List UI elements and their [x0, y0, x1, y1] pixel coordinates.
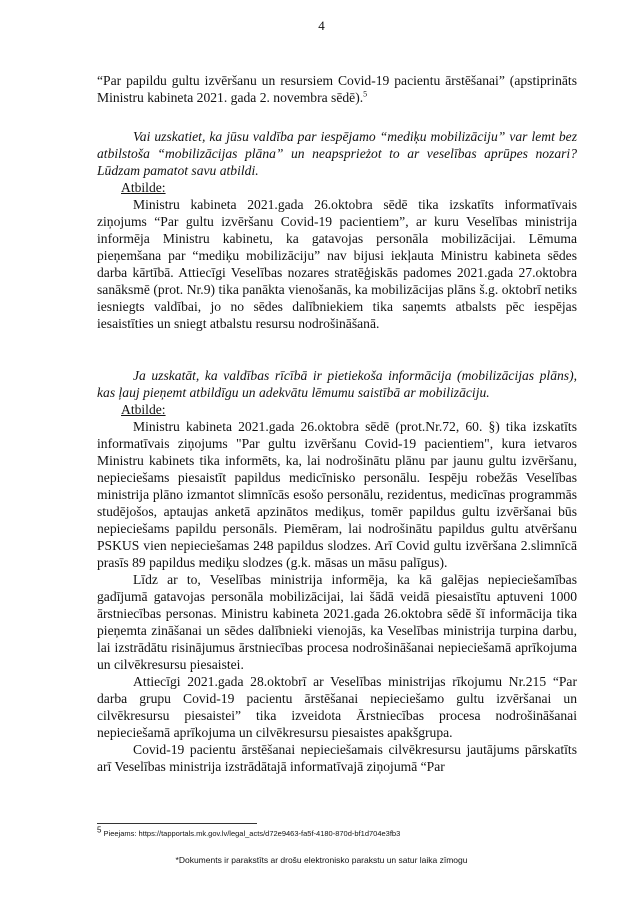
answer-2-paragraph: Līdz ar to, Veselības ministrija informēja, ka kā galējas nepieciešamības gadījumā gatavojas personāla mobilizācijai, lai šādā veidā piesaistītu aptuveni 1000 ārstniecības personas. Ministru kabineta 2021.gada 26.oktobra sēdē šī informācija tika pieņemta zināšanai un sēdes dalībnieki vienojās, ka Veselības ministrija turpina darbu, lai izstrādātu risinājumus ārstniecības procesa nodrošināšanai nepieciešamā aprīkojuma un cilvēkresursu piesaistei.: [97, 572, 577, 672]
answer-2-paragraph: Covid-19 pacientu ārstēšanai nepieciešamais cilvēkresursu jautājums pārskatīts arī Veselības ministrija izstrādātajā informatīvajā ziņojumā “Par: [97, 742, 577, 774]
footnote: [97, 825, 577, 839]
signature-notice: *Dokuments ir parakstīts ar drošu elektronisko parakstu un satur laika zīmogu: [175, 855, 468, 865]
footnote-mark: 5: [97, 825, 102, 835]
page-number: 4: [318, 18, 325, 33]
section-1: [97, 128, 577, 332]
answer-1: Ministru kabineta 2021.gada 26.oktobra sēdē tika izskatīts informatīvais ziņojums “Par gultu izvēršanu Covid-19 pacientiem”, ar kuru Veselības ministrija informēja Ministru kabinetu, ka gatavojas personāla mobilizācijai. Lēmuma pieņemšana par “mediķu mobilizāciju” nav bijusi iekļauta Ministru kabineta sēdes darba kārtībā. Attiecīgi Veselības nozares stratēģiskās padomes 2021.gada 27.oktobra sanāksmē (prot. Nr.9) tika panākta vienošanās, ka mobilizācijas plāns š.g. oktobrī netiks iesniegts valdībai, jo no sēdes dalībniekiem tika saņemts atbalsts pēc iespējas iesaistīties un sniegt atbalstu resursu nodrošināšanā.: [97, 197, 577, 331]
answer-2-paragraph: Attiecīgi 2021.gada 28.oktobrī ar Veselības ministrijas rīkojumu Nr.215 “Par darba grupu Covid-19 pacientu ārstēšanai nepieciešamo gultu izvēršanai un cilvēkresursu piesaistei” tika izveidota Ārstniecības procesa nodrošināšanai nepieciešamā aprīkojuma un cilvēkresursu piesaistes apakšgrupa.: [97, 674, 577, 740]
intro-text-body: “Par papildu gultu izvēršanu un resursiem Covid-19 pacientu ārstēšanai” (apstiprināts Ministru kabineta 2021. gada 2. novembra sēdē).: [97, 73, 577, 105]
intro-paragraph: [97, 72, 577, 106]
answer-2-paragraph: Ministru kabineta 2021.gada 26.oktobra sēdē (prot.Nr.72, 60. §) tika izskatīts informatīvais ziņojums "Par gultu izvēršanu Covid-19 pacientiem", kura ietvaros Ministru kabinets tika informēts, ka, lai nodrošinātu plānu par jaunu gultu izvēršanu, nepieciešams piesaistīt papildus medicīnisko personālu. Iespēju robežās Veselības ministrija plāno izmantot slimnīcās esošo personālu, rezidentus, medicīnas programmās studējošos, aptaujas anketā apzinātos mediķus, tomēr papildus gultu izvēršanai būs nepieciešams papildu personāls. Piemēram, lai nodrošinātu papildus gultu atvēršanu PSKUS vien nepieciešamas 248 papildus slodzes. Arī Covid gultu izvēršana 2.slimnīcā prasīs 89 papildus mediķu slodzes (g.k. māsas un māsu palīgus).: [97, 419, 577, 570]
answer-label-1: Atbilde:: [121, 180, 166, 195]
footnote-reference: 5: [363, 89, 368, 99]
intro-text: [97, 72, 577, 106]
section-2: [97, 367, 577, 775]
answer-label-2: Atbilde:: [121, 402, 166, 417]
question-2: Ja uzskatāt, ka valdības rīcībā ir pietiekoša informācija (mobilizācijas plāns), kas ļauj pieņemt atbildīgu un adekvātu lēmumu saistībā ar mobilizāciju.: [97, 368, 577, 400]
footnote-text: Pieejams: https://tapportals.mk.gov.lv/legal_acts/d72e9463-fa5f-4180-870d-bf1d704e3fb3: [103, 829, 401, 838]
question-1: Vai uzskatiet, ka jūsu valdība par iespējamo “mediķu mobilizāciju” var lemt bez atbilstoša “mobilizācijas plāna” un neapsprieżot to ar veselības aprūpes nozari? Lūdzam pamatot savu atbildi.: [97, 129, 577, 178]
footnote-divider: [97, 823, 257, 824]
